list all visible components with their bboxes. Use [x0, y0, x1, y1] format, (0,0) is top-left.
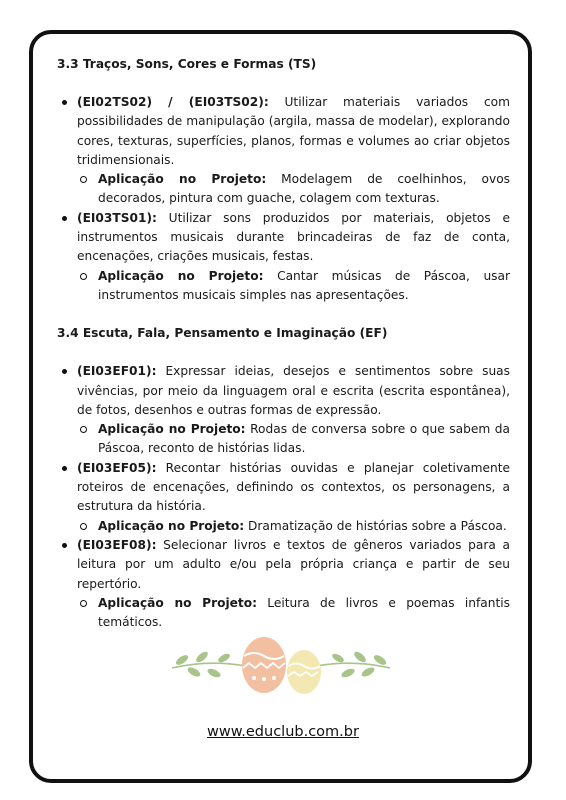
objective-code: (EI03EF01):	[77, 364, 157, 379]
list-item	[57, 362, 510, 458]
application-text: Cantar músicas de Páscoa, usar instrumentos musicais simples nas apresentações.	[98, 268, 510, 302]
application-item	[77, 517, 510, 536]
objective-code: (EI03EF08):	[77, 537, 157, 552]
section-list-ef	[57, 362, 510, 632]
application-text: Leitura de livros e poemas infantis temáticos.	[98, 595, 510, 630]
application-label: Aplicação no Projeto:	[98, 268, 264, 283]
list-item	[57, 536, 510, 632]
footer-link[interactable]: www.educlub.com.br	[207, 724, 359, 740]
document-content	[57, 48, 510, 632]
application-label: Aplicação no Projeto:	[98, 595, 257, 610]
objective-text: Utilizar materiais variados com possibilidades de manipulação (argila, massa de modelar), explorando cores, texturas, superfícies, planos, formas e volumes ao criar objetos tridimensionais.	[77, 95, 510, 167]
list-item	[57, 459, 510, 536]
objective-text: Expressar ideias, desejos e sentimentos sobre suas vivências, por meio da linguagem oral e escrita (escrita espontânea), de fotos, desenhos e outras formas de expressão.	[77, 364, 510, 417]
objective-text: Recontar histórias ouvidas e planejar coletivamente roteiros de encenações, definindo os contextos, os personagens, a estrutura da história.	[77, 460, 510, 514]
section-title-ef: 3.4 Escuta, Fala, Pensamento e Imaginação (EF)	[57, 326, 388, 341]
application-text: Dramatização de histórias sobre a Páscoa.	[244, 518, 507, 533]
application-label: Aplicação no Projeto:	[98, 172, 267, 187]
application-item	[77, 420, 510, 459]
objective-text: Utilizar sons produzidos por materiais, objetos e instrumentos musicais durante brincadeiras de faz de conta, encenações, criações musicais, festas.	[77, 210, 510, 264]
application-item	[77, 267, 510, 306]
list-item	[57, 209, 510, 305]
objective-code: (EI03EF05):	[77, 460, 157, 475]
application-label: Aplicação no Projeto:	[98, 422, 246, 437]
application-text: Modelagem de coelhinhos, ovos decorados, pintura com guache, colagem com texturas.	[98, 172, 510, 206]
sub-list	[77, 267, 510, 306]
sub-list	[77, 170, 510, 209]
sub-list	[77, 420, 510, 459]
sub-list	[77, 517, 510, 536]
list-item	[57, 93, 510, 209]
objective-code: (EI03TS01):	[77, 210, 157, 225]
application-label: Aplicação no Projeto:	[98, 518, 245, 533]
objective-code: (EI02TS02) / (EI03TS02):	[77, 95, 269, 109]
application-item	[77, 594, 510, 633]
objective-text: Selecionar livros e textos de gêneros variados para a leitura por um adulto e/ou pela própria criança e partir de seu repertório.	[77, 537, 510, 591]
application-item	[77, 170, 510, 209]
section-title-ts: 3.3 Traços, Sons, Cores e Formas (TS)	[57, 57, 317, 71]
easter-eggs-illustration	[168, 632, 394, 696]
application-text: Rodas de conversa sobre o que sabem da Páscoa, reconto de histórias lidas.	[98, 422, 511, 456]
sub-list	[77, 594, 510, 633]
section-list-ts	[57, 93, 510, 305]
